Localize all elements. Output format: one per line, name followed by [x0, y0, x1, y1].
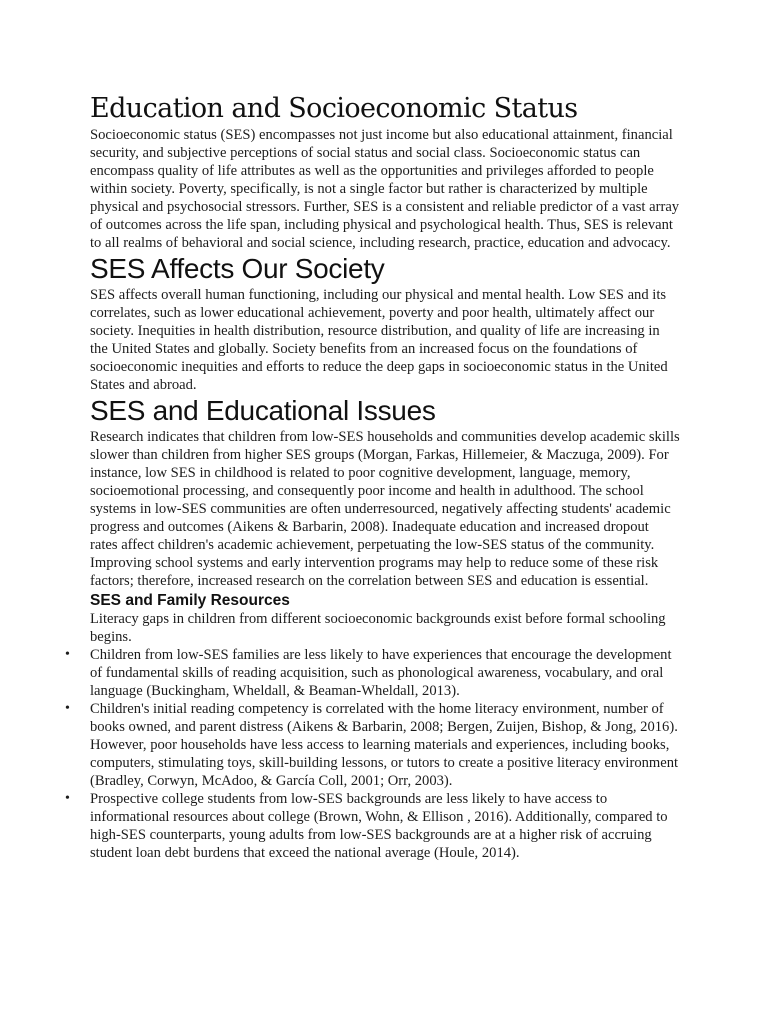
bullet-item: [65, 700, 680, 790]
section-heading-educational-issues: SES and Educational Issues: [90, 395, 436, 426]
intro-paragraph: Socioeconomic status (SES) encompasses not just income but also educational attainment, financial security, and subjective perceptions of social status and social class. Socioeconomic status can encompass quality of life attributes as well as the opportunities and privileges afforded to people within society. Poverty, specifically, is not a single factor but rather is characterized by multiple physical and psychosocial stressors. Further, SES is a consistent and reliable predictor of a vast array of outcomes across the life span, including physical and psychological health. Thus, SES is relevant to all realms of behavioral and social science, including research, practice, education and advocacy.: [90, 127, 680, 251]
bullet-list: [65, 646, 680, 862]
subsection-body-family-resources: Literacy gaps in children from different socioeconomic backgrounds exist before formal schooling begins.: [90, 611, 666, 645]
bullet-item: [65, 646, 680, 700]
bullet-text: Children's initial reading competency is correlated with the home literacy environment, number of books owned, and parent distress (Aikens & Barbarin, 2008; Bergen, Zuijen, Bishop, & Jong, 2016). However, poor households have less access to learning materials and experiences, including books, computers, stimulating toys, skill-building lessons, or tutors to create a positive literacy environment (Bradley, Corwyn, McAdoo, & García Coll, 2001; Orr, 2003).: [90, 701, 679, 789]
bullet-icon: •: [65, 701, 70, 716]
document-title: Education and Socioeconomic Status: [90, 93, 578, 124]
section-body-educational-issues: Research indicates that children from low-SES households and communities develop academic skills slower than children from higher SES groups (Morgan, Farkas, Hillemeier, & Maczuga, 2009). For instance, low SES in childhood is related to poor cognitive development, language, memory, socioemotional processing, and consequently poor income and health in adulthood. The school systems in low-SES communities are often underresourced, negatively affecting students' academic progress and outcomes (Aikens & Barbarin, 2008). Inadequate education and increased dropout rates affect children's academic achievement, perpetuating the low-SES status of the community. Improving school systems and early intervention programs may help to reduce some of these risk factors; therefore, increased research on the correlation between SES and education is essential.: [90, 429, 680, 589]
bullet-icon: •: [65, 647, 70, 662]
bullet-icon: •: [65, 791, 70, 806]
subsection-heading-family-resources: SES and Family Resources: [90, 592, 290, 609]
section-body-society: SES affects overall human functioning, including our physical and mental health. Low SES and its correlates, such as lower educational achievement, poverty and poor health, ultimately affect our society. Inequities in health distribution, resource distribution, and quality of life are increasing in the United States and globally. Society benefits from an increased focus on the foundations of socioeconomic inequities and efforts to reduce the deep gaps in socioeconomic status in the United States and abroad.: [90, 287, 668, 393]
bullet-item: [65, 790, 680, 862]
section-heading-society: SES Affects Our Society: [90, 253, 385, 284]
bullet-text: Prospective college students from low-SES backgrounds are less likely to have access to informational resources about college (Brown, Wohn, & Ellison , 2016). Additionally, compared to high-SES counterparts, young adults from low-SES backgrounds are at a higher risk of accruing student loan debt burdens that exceed the national average (Houle, 2014).: [90, 791, 668, 861]
bullet-text: Children from low-SES families are less likely to have experiences that encourage the development of fundamental skills of reading acquisition, such as phonological awareness, vocabulary, and oral language (Buckingham, Wheldall, & Beaman-Wheldall, 2013).: [90, 647, 672, 699]
document-content: [65, 92, 680, 862]
